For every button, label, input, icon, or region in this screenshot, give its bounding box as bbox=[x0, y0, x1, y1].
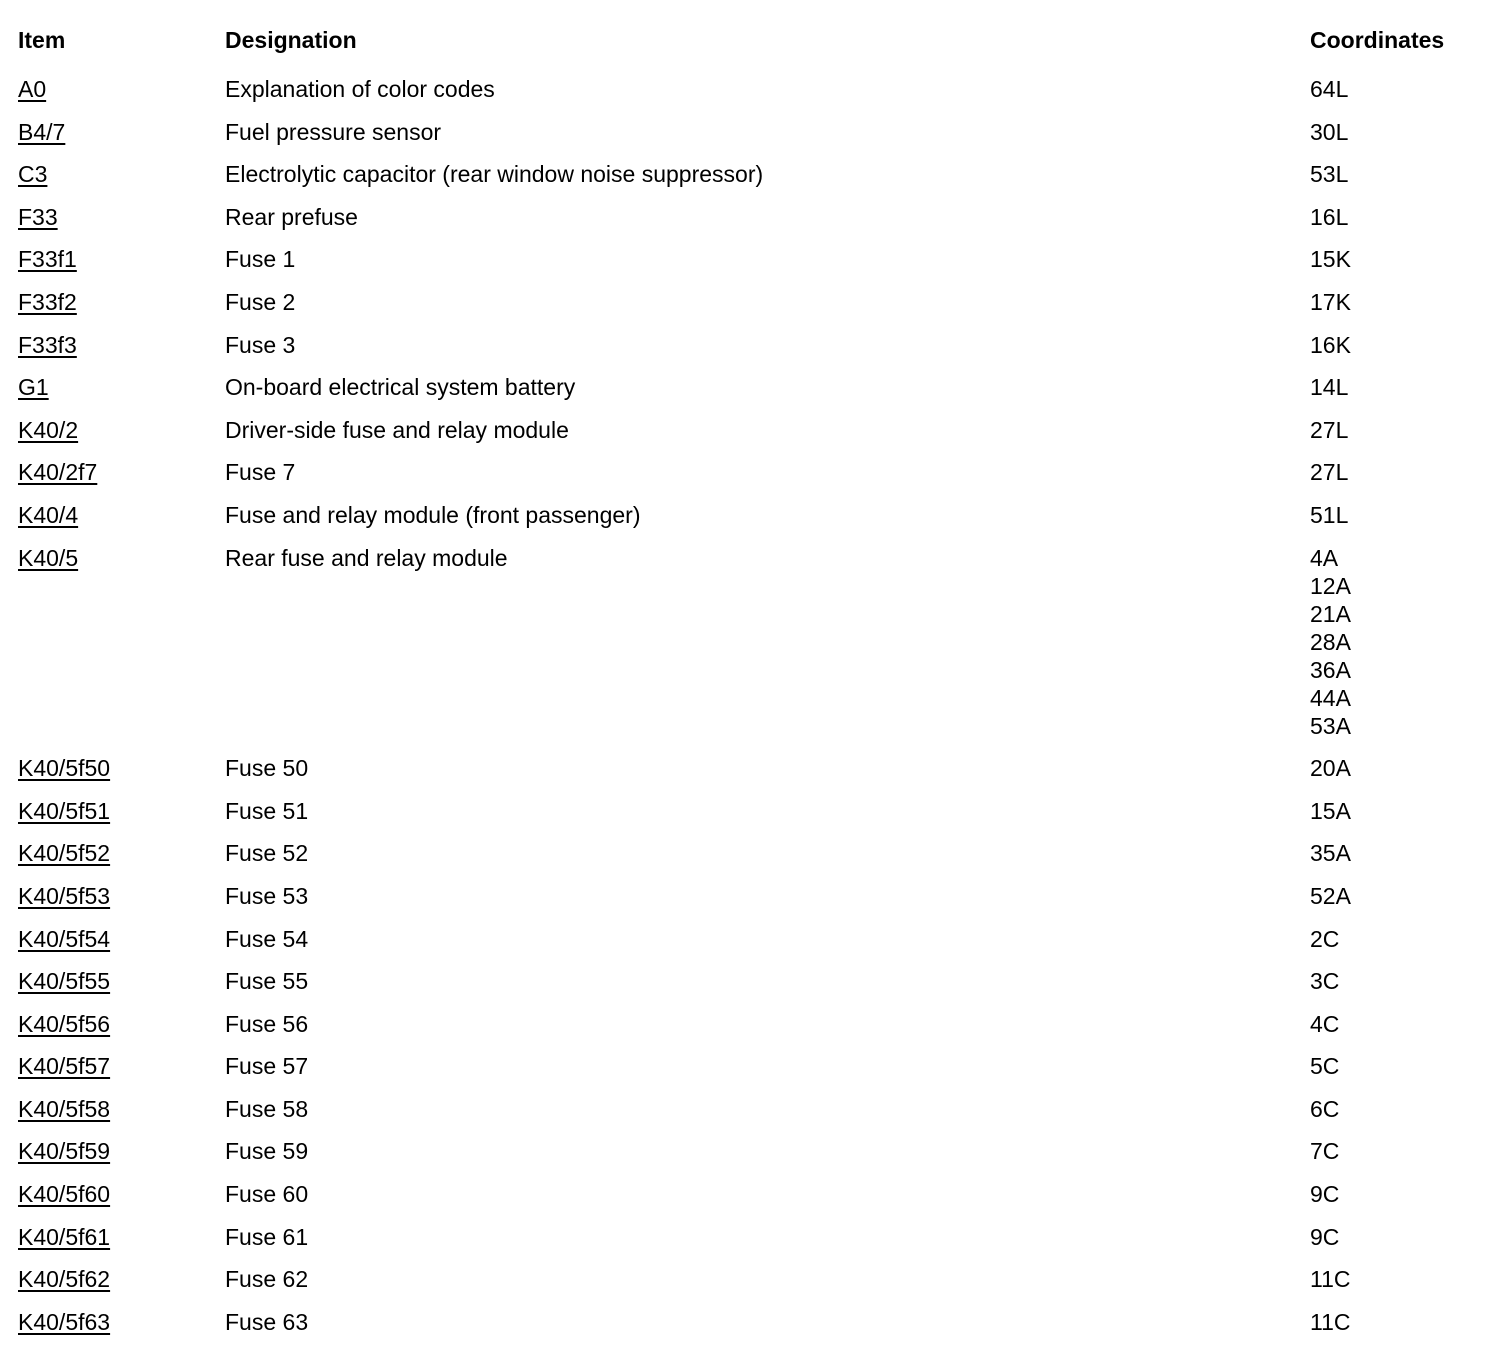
item-code-link[interactable]: K40/5f59 bbox=[18, 1138, 111, 1165]
table-row bbox=[18, 409, 1488, 452]
coordinate-value: 36A bbox=[1310, 656, 1351, 683]
coordinate-value: 7C bbox=[1310, 1138, 1340, 1165]
coordinate-value: 64L bbox=[1310, 76, 1349, 102]
coordinates-cell bbox=[1310, 1095, 1488, 1123]
coordinates-cell bbox=[1310, 1223, 1488, 1251]
coordinate-value: 27L bbox=[1310, 459, 1349, 486]
designation-cell: Driver-side fuse and relay module bbox=[225, 416, 569, 443]
item-code-link[interactable]: K40/4 bbox=[18, 501, 79, 528]
item-code-link[interactable]: K40/2 bbox=[18, 416, 79, 443]
item-code-link[interactable]: K40/5 bbox=[18, 544, 79, 571]
item-cell bbox=[18, 1180, 225, 1208]
item-code-link[interactable]: K40/5f51 bbox=[18, 797, 111, 824]
coordinates-cell bbox=[1310, 160, 1488, 188]
item-cell bbox=[18, 1095, 225, 1123]
coordinates-cell bbox=[1310, 925, 1488, 953]
item-code-link[interactable]: A0 bbox=[18, 76, 47, 102]
coordinates-cell bbox=[1310, 118, 1488, 146]
designation-cell: Fuse 1 bbox=[225, 246, 296, 273]
designation-cell: Fuse 7 bbox=[225, 459, 296, 486]
table-row bbox=[18, 324, 1488, 367]
item-code-link[interactable]: C3 bbox=[18, 161, 48, 188]
coordinates-cell bbox=[1310, 797, 1488, 825]
designation-cell: Fuse 54 bbox=[225, 925, 309, 952]
designation-column-header: Designation bbox=[225, 27, 357, 53]
item-cell bbox=[18, 416, 225, 444]
coordinate-value: 9C bbox=[1310, 1223, 1340, 1250]
item-cell bbox=[18, 203, 225, 231]
coordinate-value: 35A bbox=[1310, 840, 1351, 867]
item-cell bbox=[18, 1223, 225, 1251]
table-row bbox=[18, 918, 1488, 961]
table-row bbox=[18, 1301, 1488, 1344]
item-cell bbox=[18, 839, 225, 867]
item-code-link[interactable]: F33f1 bbox=[18, 246, 77, 273]
coordinate-value: 5C bbox=[1310, 1053, 1340, 1080]
coordinates-cell bbox=[1310, 1010, 1488, 1038]
coordinate-value: 17K bbox=[1310, 288, 1351, 315]
table-row bbox=[18, 238, 1488, 281]
designation-cell: Fuse 57 bbox=[225, 1053, 309, 1080]
table-row bbox=[18, 875, 1488, 918]
coordinate-value: 16L bbox=[1310, 203, 1349, 230]
item-cell bbox=[18, 1010, 225, 1038]
designation-cell: Fuse and relay module (front passenger) bbox=[225, 501, 641, 528]
coordinate-value: 15K bbox=[1310, 246, 1351, 273]
item-code-link[interactable]: K40/5f58 bbox=[18, 1095, 111, 1122]
coordinates-cell bbox=[1310, 882, 1488, 910]
designation-cell: Fuse 2 bbox=[225, 288, 296, 315]
item-cell bbox=[18, 1308, 225, 1336]
designation-cell: Fuse 59 bbox=[225, 1138, 309, 1165]
coordinates-cell bbox=[1310, 967, 1488, 995]
coordinates-cell bbox=[1310, 754, 1488, 782]
item-cell bbox=[18, 754, 225, 782]
coordinates-cell bbox=[1310, 544, 1488, 740]
designation-cell: Fuse 53 bbox=[225, 882, 309, 909]
coordinate-value: 44A bbox=[1310, 684, 1351, 711]
coordinates-cell bbox=[1310, 1137, 1488, 1165]
coordinate-value: 6C bbox=[1310, 1095, 1340, 1122]
coordinate-value: 52A bbox=[1310, 882, 1351, 909]
item-cell bbox=[18, 245, 225, 273]
table-row bbox=[18, 68, 1488, 111]
coordinate-value: 4A bbox=[1310, 544, 1339, 571]
table-header-row bbox=[18, 26, 1488, 68]
coordinates-cell bbox=[1310, 501, 1488, 529]
coordinates-cell bbox=[1310, 331, 1488, 359]
item-cell bbox=[18, 373, 225, 401]
item-cell bbox=[18, 75, 225, 103]
designation-cell: Fuse 52 bbox=[225, 840, 309, 867]
table-row bbox=[18, 451, 1488, 494]
coordinates-cell bbox=[1310, 458, 1488, 486]
coordinate-value: 9C bbox=[1310, 1181, 1340, 1208]
table-body bbox=[18, 68, 1488, 1343]
table-row bbox=[18, 747, 1488, 790]
item-code-link[interactable]: K40/5f63 bbox=[18, 1308, 111, 1335]
item-cell bbox=[18, 544, 225, 572]
designation-cell: Electrolytic capacitor (rear window noise suppressor) bbox=[225, 161, 764, 188]
designation-cell: Fuse 63 bbox=[225, 1308, 309, 1335]
coordinate-value: 2C bbox=[1310, 925, 1340, 952]
coordinates-cell bbox=[1310, 203, 1488, 231]
coordinate-value: 4C bbox=[1310, 1010, 1340, 1037]
designation-cell: Fuse 55 bbox=[225, 968, 309, 995]
coordinate-value: 20A bbox=[1310, 755, 1351, 782]
item-cell bbox=[18, 882, 225, 910]
item-cell bbox=[18, 160, 225, 188]
item-code-link[interactable]: K40/5f53 bbox=[18, 882, 111, 909]
item-code-link[interactable]: K40/5f56 bbox=[18, 1010, 111, 1037]
designation-cell: Fuse 50 bbox=[225, 755, 309, 782]
item-cell bbox=[18, 967, 225, 995]
coordinates-cell bbox=[1310, 1308, 1488, 1336]
item-code-link[interactable]: F33f2 bbox=[18, 288, 77, 315]
item-code-link[interactable]: K40/2f7 bbox=[18, 459, 98, 486]
coordinates-cell bbox=[1310, 839, 1488, 867]
designation-cell: Fuse 61 bbox=[225, 1223, 309, 1250]
table-row bbox=[18, 1088, 1488, 1131]
table-row bbox=[18, 281, 1488, 324]
coordinate-value: 27L bbox=[1310, 416, 1349, 443]
coordinate-value: 53A bbox=[1310, 712, 1351, 739]
item-code-link[interactable]: G1 bbox=[18, 374, 49, 401]
coordinate-value: 15A bbox=[1310, 797, 1351, 824]
item-cell bbox=[18, 1265, 225, 1293]
coordinate-value: 14L bbox=[1310, 374, 1349, 401]
item-cell bbox=[18, 458, 225, 486]
coordinate-value: 12A bbox=[1310, 572, 1351, 599]
table-row bbox=[18, 196, 1488, 239]
item-cell bbox=[18, 288, 225, 316]
item-cell bbox=[18, 118, 225, 146]
item-code-link[interactable]: K40/5f62 bbox=[18, 1266, 111, 1293]
item-code-link[interactable]: K40/5f60 bbox=[18, 1181, 111, 1208]
designation-cell: Fuel pressure sensor bbox=[225, 118, 442, 145]
coordinates-cell bbox=[1310, 1052, 1488, 1080]
coordinate-value: 51L bbox=[1310, 501, 1349, 528]
designation-cell: Rear fuse and relay module bbox=[225, 544, 508, 571]
item-code-link[interactable]: K40/5f50 bbox=[18, 755, 111, 782]
designation-cell: Fuse 62 bbox=[225, 1266, 309, 1293]
coordinate-value: 16K bbox=[1310, 331, 1351, 358]
coordinate-value: 3C bbox=[1310, 968, 1340, 995]
table-row bbox=[18, 1216, 1488, 1259]
item-code-link[interactable]: F33 bbox=[18, 203, 58, 230]
table-row bbox=[18, 366, 1488, 409]
item-code-link[interactable]: K40/5f54 bbox=[18, 925, 111, 952]
designation-cell: Fuse 3 bbox=[225, 331, 296, 358]
item-code-link[interactable]: K40/5f52 bbox=[18, 840, 111, 867]
table-row bbox=[18, 494, 1488, 537]
table-row bbox=[18, 832, 1488, 875]
item-cell bbox=[18, 1137, 225, 1165]
table-row bbox=[18, 1045, 1488, 1088]
coordinates-cell bbox=[1310, 288, 1488, 316]
designation-cell: Fuse 58 bbox=[225, 1095, 309, 1122]
item-cell bbox=[18, 797, 225, 825]
item-code-link[interactable]: K40/5f55 bbox=[18, 968, 111, 995]
item-code-link[interactable]: B4/7 bbox=[18, 118, 66, 145]
designation-cell: Explanation of color codes bbox=[225, 76, 495, 102]
coordinate-value: 28A bbox=[1310, 628, 1351, 655]
designation-cell: Rear prefuse bbox=[225, 203, 358, 230]
item-column-header: Item bbox=[18, 27, 66, 53]
table-row bbox=[18, 111, 1488, 154]
coordinates-cell bbox=[1310, 1180, 1488, 1208]
coordinates-cell bbox=[1310, 373, 1488, 401]
coordinates-cell bbox=[1310, 1265, 1488, 1293]
coordinates-cell bbox=[1310, 245, 1488, 273]
coordinates-cell bbox=[1310, 416, 1488, 444]
table-row bbox=[18, 960, 1488, 1003]
table-row bbox=[18, 1173, 1488, 1216]
designation-cell: Fuse 60 bbox=[225, 1181, 309, 1208]
item-cell bbox=[18, 925, 225, 953]
table-row bbox=[18, 1130, 1488, 1173]
item-cell bbox=[18, 1052, 225, 1080]
coordinates-column-header: Coordinates bbox=[1310, 27, 1445, 53]
component-legend-table bbox=[18, 26, 1488, 1343]
item-cell bbox=[18, 501, 225, 529]
item-code-link[interactable]: K40/5f57 bbox=[18, 1053, 111, 1080]
coordinate-value: 11C bbox=[1310, 1266, 1351, 1293]
table-row bbox=[18, 153, 1488, 196]
table-row bbox=[18, 537, 1488, 748]
coordinate-value: 30L bbox=[1310, 118, 1349, 145]
table-row bbox=[18, 1258, 1488, 1301]
coordinate-value: 21A bbox=[1310, 600, 1351, 627]
coordinate-value: 11C bbox=[1310, 1308, 1351, 1335]
designation-cell: Fuse 51 bbox=[225, 797, 309, 824]
designation-cell: On-board electrical system battery bbox=[225, 374, 576, 401]
coordinate-value: 53L bbox=[1310, 161, 1349, 188]
item-code-link[interactable]: K40/5f61 bbox=[18, 1223, 111, 1250]
item-code-link[interactable]: F33f3 bbox=[18, 331, 77, 358]
table-row bbox=[18, 1003, 1488, 1046]
table-row bbox=[18, 790, 1488, 833]
item-cell bbox=[18, 331, 225, 359]
designation-cell: Fuse 56 bbox=[225, 1010, 309, 1037]
coordinates-cell bbox=[1310, 75, 1488, 103]
